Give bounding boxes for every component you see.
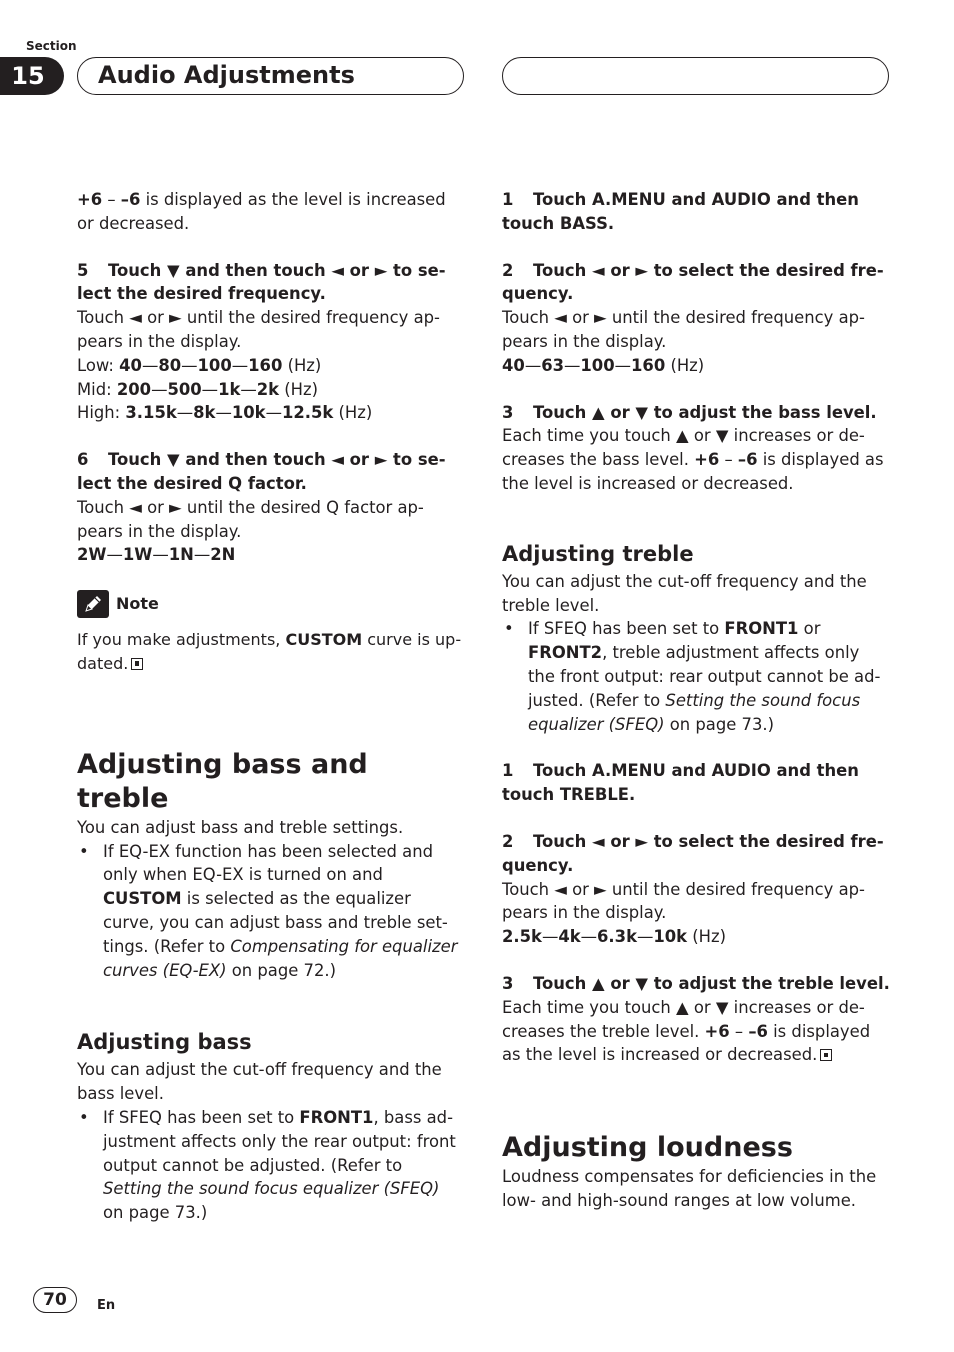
section-title-box [77, 57, 464, 95]
treble-step-3: 3 Touch ▲ or ▼ to adjust the treble level. [502, 973, 890, 993]
end-mark-icon [131, 658, 143, 670]
treble-step-2-body: Touch ◄ or ► until the desired frequency ap-pears in the display. [502, 879, 865, 923]
heading-bass: Adjusting bass [77, 1030, 252, 1055]
treble-intro: You can adjust the cut-off frequency and the treble level. [502, 571, 867, 615]
bass-step-2: 2 Touch ◄ or ► to select the desired fre-quency. [502, 260, 884, 304]
right-column [502, 188, 890, 1213]
section-title: Audio Adjustments [98, 61, 355, 89]
step-5-body: Touch ◄ or ► until the desired frequency ap-pears in the display. [77, 308, 440, 351]
end-mark-icon [820, 1049, 832, 1061]
bass-step-3: 3 Touch ▲ or ▼ to adjust the bass level. [502, 402, 877, 422]
bass-frequencies: 40—63—100—160 (Hz) [502, 355, 705, 375]
level-intro: +6 – –6 is displayed as the level is increased or decreased. [77, 190, 446, 233]
step-5: 5 Touch ▼ and then touch ◄ or ► to se-lect the desired frequency. [77, 260, 446, 304]
bass-step-1: 1 Touch A.MENU and AUDIO and then touch BASS. [502, 190, 859, 233]
header-empty-box [502, 57, 889, 95]
treble-step-3-body: Each time you touch ▲ or ▼ increases or de-creases the treble level. +6 – –6 is displayed as the level is increased or decreased. [502, 997, 871, 1065]
note-pencil-icon [77, 590, 109, 618]
high-frequencies: High: 3.15k—8k—10k—12.5k (Hz) [77, 403, 373, 423]
loudness-intro: Loudness compensates for deficiencies in the low- and high-sound ranges at low volume. [502, 1167, 877, 1210]
treble-step-2: 2 Touch ◄ or ► to select the desired fre-quency. [502, 831, 884, 875]
step-6: 6 Touch ▼ and then touch ◄ or ► to se-lect the desired Q factor. [77, 450, 446, 493]
bass-treble-intro: You can adjust bass and treble settings. [77, 817, 404, 837]
section-number: 15 [0, 57, 64, 95]
heading-bass-treble: Adjusting bass and treble [77, 748, 368, 814]
bass-intro: You can adjust the cut-off frequency and the bass level. [77, 1060, 442, 1104]
note-label: Note [116, 594, 159, 614]
low-frequencies: Low: 40—80—100—160 (Hz) [77, 355, 322, 375]
bass-step-3-body: Each time you touch ▲ or ▼ increases or de-creases the bass level. +6 – –6 is displayed as the level is increased or decreased. [502, 426, 884, 493]
language-label: En [97, 1298, 116, 1313]
heading-treble: Adjusting treble [502, 541, 694, 566]
section-label: Section [26, 39, 77, 53]
page-number: 70 [33, 1287, 77, 1313]
bass-bullet: • If SFEQ has been set to FRONT1, bass ad-justment affects only the rear output: front output cannot be adjusted. (Refer to Setting the sound focus equalizer (SFEQ) on page 73.) [79, 1107, 456, 1223]
treble-bullet: • If SFEQ has been set to FRONT1 or FRONT2, treble adjustment affects only the front output: rear output cannot be ad-justed. (Refer to Setting the sound focus equalizer (SFEQ) on page 73.) [504, 619, 881, 734]
bass-step-2-body: Touch ◄ or ► until the desired frequency ap-pears in the display. [502, 308, 865, 351]
heading-loudness: Adjusting loudness [502, 1132, 793, 1164]
treble-frequencies: 2.5k—4k—6.3k—10k (Hz) [502, 927, 727, 947]
left-column [77, 188, 465, 1225]
bass-treble-bullet: • If EQ-EX function has been selected and only when EQ-EX is turned on and CUSTOM is selected as the equalizer curve, you can adjust bass and treble set-tings. (Refer to Compensating for equalizer curves (EQ-EX) on page 72.) [79, 841, 458, 980]
q-factor-values: 2W—1W—1N—2N [77, 545, 236, 565]
step-6-body: Touch ◄ or ► until the desired Q factor ap-pears in the display. [77, 497, 424, 541]
mid-frequencies: Mid: 200—500—1k—2k (Hz) [77, 379, 319, 399]
note-text: If you make adjustments, CUSTOM curve is up-dated. [77, 630, 462, 673]
treble-step-1: 1 Touch A.MENU and AUDIO and then touch TREBLE. [502, 761, 859, 805]
note-header [77, 590, 465, 618]
